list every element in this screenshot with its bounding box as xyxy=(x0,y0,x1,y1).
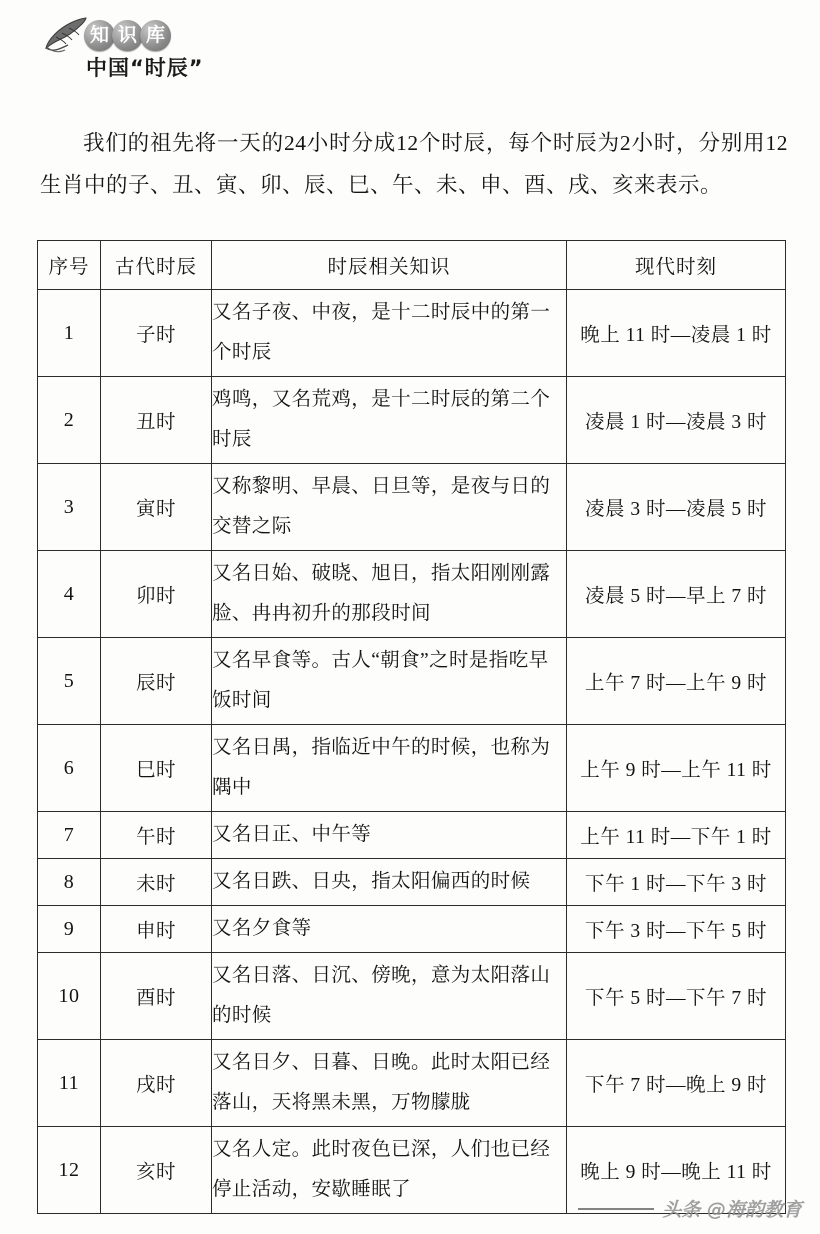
cell-index: 7 xyxy=(38,812,101,859)
cell-hour-name: 亥时 xyxy=(101,1127,212,1214)
table-header-row xyxy=(38,241,786,290)
cell-index: 3 xyxy=(38,464,101,551)
cell-knowledge: 鸡鸣，又名荒鸡，是十二时辰的第二个时辰 xyxy=(212,377,567,464)
table-row xyxy=(38,812,786,859)
column-header-knowledge: 时辰相关知识 xyxy=(212,241,567,290)
cell-modern-time: 下午 3 时—下午 5 时 xyxy=(567,906,786,953)
table-row xyxy=(38,464,786,551)
column-header-no: 序号 xyxy=(38,241,101,290)
table-row xyxy=(38,725,786,812)
cell-index: 2 xyxy=(38,377,101,464)
cell-modern-time: 晚上 11 时—凌晨 1 时 xyxy=(567,290,786,377)
cell-hour-name: 卯时 xyxy=(101,551,212,638)
cell-modern-time: 下午 1 时—下午 3 时 xyxy=(567,859,786,906)
cell-modern-time: 上午 7 时—上午 9 时 xyxy=(567,638,786,725)
cell-hour-name: 酉时 xyxy=(101,953,212,1040)
watermark-dash xyxy=(578,1208,654,1210)
table-row xyxy=(38,953,786,1040)
cell-modern-time: 凌晨 5 时—早上 7 时 xyxy=(567,551,786,638)
cell-index: 5 xyxy=(38,638,101,725)
cell-knowledge: 又名夕食等 xyxy=(212,906,567,953)
cell-knowledge: 又名早食等。古人“朝食”之时是指吃早饭时间 xyxy=(212,638,567,725)
table-row xyxy=(38,906,786,953)
hours-table-container xyxy=(37,240,785,1214)
badge-char-2: 识 xyxy=(112,20,143,51)
intro-paragraph: 我们的祖先将一天的24小时分成12个时辰，每个时辰为2小时，分别用12生肖中的子、丑、寅、卯、辰、巳、午、未、申、酉、戌、亥来表示。 xyxy=(40,130,788,197)
cell-knowledge: 又名人定。此时夜色已深，人们也已经停止活动，安歇睡眠了 xyxy=(212,1127,567,1214)
watermark-text: 头条 @海韵教育 xyxy=(662,1199,802,1221)
cell-hour-name: 子时 xyxy=(101,290,212,377)
hours-table-body xyxy=(38,290,786,1214)
table-row xyxy=(38,290,786,377)
cell-index: 8 xyxy=(38,859,101,906)
cell-modern-time: 上午 9 时—上午 11 时 xyxy=(567,725,786,812)
table-row xyxy=(38,1040,786,1127)
cell-index: 10 xyxy=(38,953,101,1040)
cell-modern-time: 凌晨 1 时—凌晨 3 时 xyxy=(567,377,786,464)
watermark xyxy=(578,1195,802,1222)
cell-modern-time: 晚上 9 时—晚上 11 时 xyxy=(567,1127,786,1214)
hours-table xyxy=(37,240,786,1214)
cell-hour-name: 丑时 xyxy=(101,377,212,464)
badge-char-3: 库 xyxy=(140,20,171,51)
cell-knowledge: 又名子夜、中夜，是十二时辰中的第一个时辰 xyxy=(212,290,567,377)
cell-index: 6 xyxy=(38,725,101,812)
cell-hour-name: 申时 xyxy=(101,906,212,953)
cell-index: 4 xyxy=(38,551,101,638)
cell-hour-name: 午时 xyxy=(101,812,212,859)
quill-pen-icon xyxy=(44,15,90,55)
cell-knowledge: 又名日正、中午等 xyxy=(212,812,567,859)
cell-knowledge: 又称黎明、早晨、日旦等，是夜与日的交替之际 xyxy=(212,464,567,551)
cell-modern-time: 凌晨 3 时—凌晨 5 时 xyxy=(567,464,786,551)
cell-hour-name: 戌时 xyxy=(101,1040,212,1127)
cell-knowledge: 又名日跌、日央，指太阳偏西的时候 xyxy=(212,859,567,906)
cell-index: 12 xyxy=(38,1127,101,1214)
column-header-name: 古代时辰 xyxy=(101,241,212,290)
cell-modern-time: 下午 5 时—下午 7 时 xyxy=(567,953,786,1040)
cell-modern-time: 上午 11 时—下午 1 时 xyxy=(567,812,786,859)
cell-hour-name: 未时 xyxy=(101,859,212,906)
cell-modern-time: 下午 7 时—晚上 9 时 xyxy=(567,1040,786,1127)
table-row xyxy=(38,859,786,906)
cell-knowledge: 又名日始、破晓、旭日，指太阳刚刚露脸、冉冉初升的那段时间 xyxy=(212,551,567,638)
cell-index: 9 xyxy=(38,906,101,953)
cell-knowledge: 又名日禺，指临近中午的时候，也称为隅中 xyxy=(212,725,567,812)
table-row xyxy=(38,377,786,464)
table-row xyxy=(38,638,786,725)
cell-hour-name: 辰时 xyxy=(101,638,212,725)
cell-index: 11 xyxy=(38,1040,101,1127)
table-row xyxy=(38,551,786,638)
cell-hour-name: 巳时 xyxy=(101,725,212,812)
page-title: 中国“时辰” xyxy=(86,56,204,80)
badge-char-1: 知 xyxy=(84,20,115,51)
cell-index: 1 xyxy=(38,290,101,377)
column-header-modern: 现代时刻 xyxy=(567,241,786,290)
badge-characters xyxy=(84,20,168,51)
cell-hour-name: 寅时 xyxy=(101,464,212,551)
cell-knowledge: 又名日夕、日暮、日晚。此时太阳已经落山，天将黑未黑，万物朦胧 xyxy=(212,1040,567,1127)
cell-knowledge: 又名日落、日沉、傍晚，意为太阳落山的时候 xyxy=(212,953,567,1040)
